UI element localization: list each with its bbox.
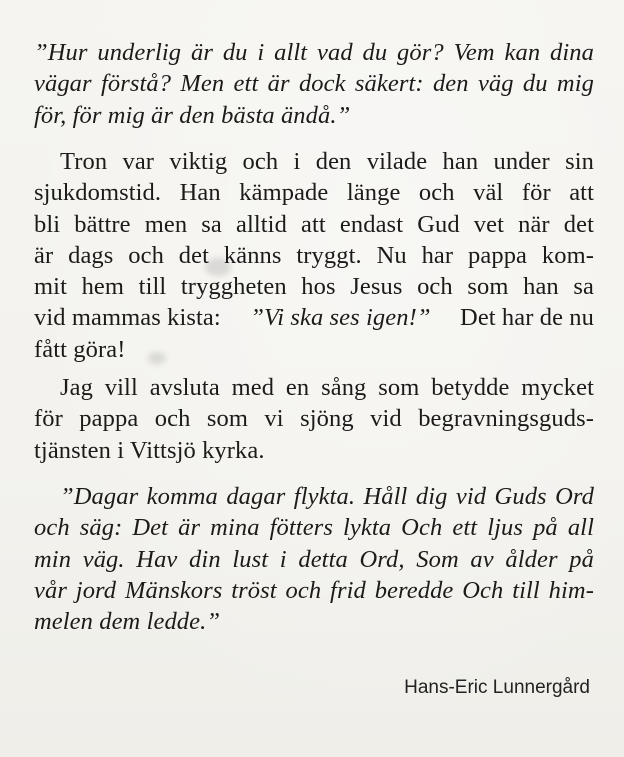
text-line: mit hem till tryggheten hos Jesus och som han sa [34, 273, 594, 301]
text-line: för, för mig är den bästa ändå.” [34, 101, 351, 129]
text-line: tjänsten i Vittsjö kyrka. [34, 436, 265, 464]
text-line [34, 302, 594, 333]
faith-paragraph [34, 146, 594, 365]
text-span: vid mammas kista: [34, 304, 228, 332]
text-line: vår jord Mänskors tröst och frid beredde Och till him- [34, 576, 594, 604]
text-line: melen dem ledde.” [34, 608, 221, 636]
text-line: ”Hur underlig är du i allt vad du gör? Vem kan dina [34, 39, 594, 66]
text-line: Jag vill avsluta med en sång som betydde mycket [60, 374, 594, 401]
text-line: Tron var viktig och i den vilade han under sin [60, 148, 594, 175]
text-line: bli bättre men sa alltid att endast Gud vet när det [34, 210, 594, 238]
text-line: sjukdomstid. Han kämpade länge och väl för att [34, 179, 594, 207]
text-line: ”Dagar komma dagar flykta. Håll dig vid Guds Ord [60, 483, 594, 510]
text-line: för pappa och som vi sjöng vid begravningsguds- [34, 405, 594, 433]
text-line: fått göra! [34, 335, 126, 363]
text-span: Det har de nu [453, 304, 594, 332]
text-line: min väg. Hav din lust i detta Ord, Som av ålder på [34, 545, 594, 573]
text-line: och säg: Det är mina fötters lykta Och ett ljus på all [34, 514, 594, 542]
inline-quote: ”Vi ska ses igen!” [250, 304, 431, 332]
text-line: vägar förstå? Men ett är dock säkert: den väg du mig [34, 70, 594, 98]
closing-intro-paragraph [34, 372, 594, 466]
author-signature: Hans-Eric Lunnergård [404, 677, 590, 698]
text-line: är dags och det känns tryggt. Nu har pappa kom- [34, 241, 594, 269]
closing-hymn-quote [34, 481, 594, 637]
opening-hymn-quote [34, 37, 594, 131]
